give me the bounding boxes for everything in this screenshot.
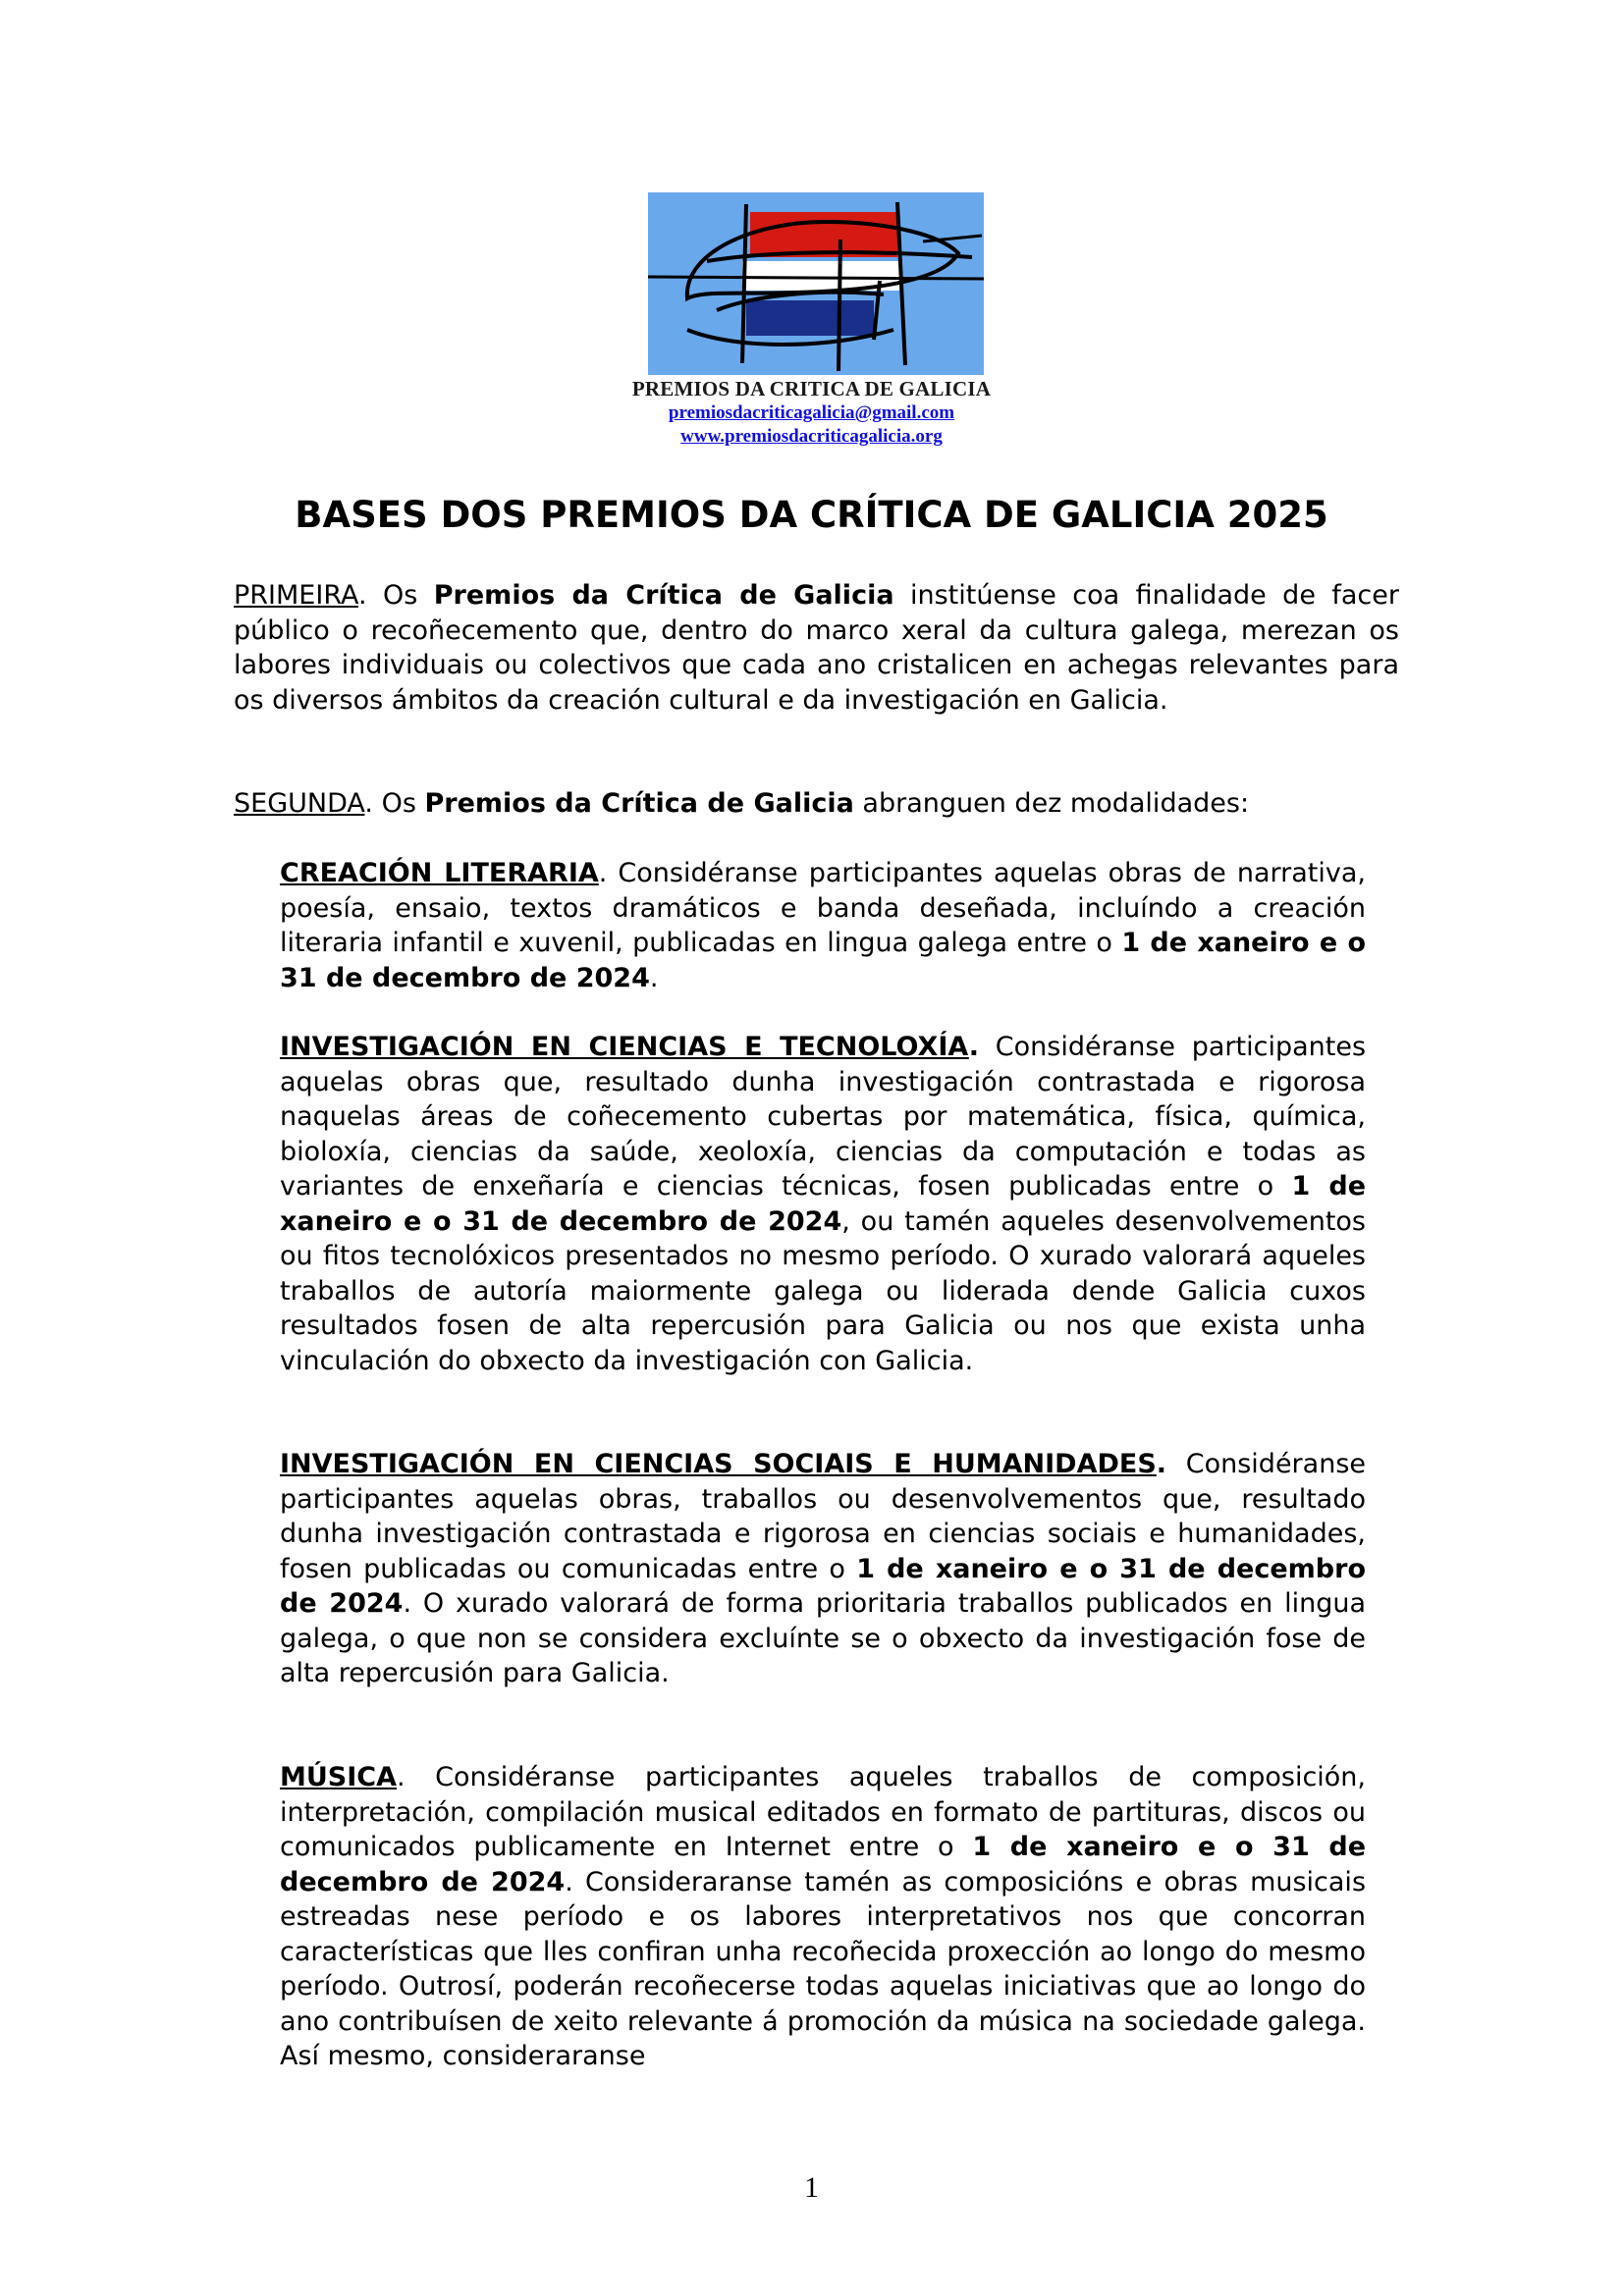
email-link[interactable]: premiosdacriticagalicia@gmail.com — [668, 402, 955, 423]
section-segunda — [234, 786, 1399, 822]
text-run: . Consideraranse tamén as composicións e obras musicais estreadas nese período e os labores interpretativos nos que concorran características que lles confiran unha recoñecida proxección ao longo do mesmo período. Outrosí, poderán recoñecerse todas aquelas iniciativas que ao longo do ano contribuísen de xeito relevante á promoción da música na sociedade galega. Así mesmo, consideraranse — [280, 1866, 1367, 2071]
text-run: . Considéranse participantes aquelas obras de narrativa, poesía, ensaio, textos dramáticos e banda deseñada, incluíndo a creación literaria infantil e xuvenil, publicadas en lingua galega entre o — [280, 858, 1366, 958]
modality-heading: MÚSICA — [280, 1762, 397, 1792]
text-run: . — [1156, 1449, 1167, 1479]
page-number: 1 — [804, 2171, 819, 2204]
section-label: SEGUNDA — [234, 788, 365, 819]
modality-musica — [280, 1760, 1366, 2074]
bold-text: 1 de xaneiro e o 31 de decembro de 2024 — [280, 1553, 1366, 1619]
modality-investigacion-sociais — [280, 1447, 1366, 1691]
modality-heading: INVESTIGACIÓN EN CIENCIAS SOCIAIS E HUMANIDADES — [280, 1449, 1157, 1479]
text-run: . — [649, 962, 659, 993]
modality-heading: CREACIÓN LITERARIA — [280, 858, 599, 888]
document-title: BASES DOS PREMIOS DA CRÍTICA DE GALICIA 2025 — [295, 494, 1328, 536]
bold-text: 1 de xaneiro e o 31 de decembro de 2024 — [280, 1171, 1367, 1237]
modality-investigacion-ciencias — [280, 1030, 1366, 1378]
bold-text: 1 de xaneiro e o 31 de decembro de 2024 — [280, 928, 1366, 993]
text-run: institúense coa finalidade de facer público o recoñecemento que, dentro do marco xeral da cultura galega, merezan os labores individuais ou colectivos que cada ano cristalicen en achegas relevantes para os diversos ámbitos da creación cultural e da investigación en Galicia. — [234, 580, 1399, 716]
text-run: , ou tamén aqueles desenvolvementos ou fitos tecnolóxicos presentados no mesmo período. O xurado valorará aqueles traballos de autoría maiormente galega ou liderada dende Galicia cuxos resultados fosen de alta repercusión para Galicia ou nos que exista unha vinculación do obxecto da investigación con Galicia. — [280, 1205, 1366, 1376]
bold-text: 1 de xaneiro e o 31 de decembro de 2024 — [280, 1832, 1367, 1897]
website-link[interactable]: www.premiosdacriticagalicia.org — [680, 426, 943, 447]
text-run: Considéranse participantes aquelas obras, traballos ou desenvolvementos que, resultado dunha investigación contrastada e rigorosa en ciencias sociais e humanidades, fosen publicadas ou comunicadas entre o — [280, 1449, 1366, 1584]
text-run: . Os — [357, 580, 434, 611]
text-run: abranguen dez modalidades: — [853, 788, 1250, 819]
section-label: PRIMEIRA — [234, 580, 358, 611]
premios-critica-logo-icon — [648, 192, 984, 375]
text-run: . O xurado valorará de forma prioritaria traballos publicados en lingua galega, o que non se considera excluínte se o obxecto da investigación fose de alta repercusión para Galicia. — [280, 1588, 1366, 1688]
text-run: Considéranse participantes aquelas obras que, resultado dunha investigación contrastada e rigorosa naquelas áreas de coñecemento cubertas por matemática, física, química, bioloxía, ciencias da saúde, xeoloxía, ciencias da computación e todas as variantes de enxeñaría e ciencias técnicas, fosen publicadas entre o — [280, 1032, 1367, 1201]
org-name: PREMIOS DA CRITICA DE GALICIA — [631, 377, 992, 400]
modality-heading: INVESTIGACIÓN EN CIENCIAS E TECNOLOXÍA — [280, 1032, 969, 1062]
text-run: . Os — [364, 788, 425, 819]
bold-text: Premios da Crítica de Galicia — [433, 580, 894, 611]
text-run: . — [968, 1032, 980, 1062]
bold-text: Premios da Crítica de Galicia — [424, 788, 854, 819]
text-run: . Considéranse participantes aqueles traballos de composición, interpretación, compilación musical editados en formato de partituras, discos ou comunicados publicamente en Internet entre o — [280, 1762, 1366, 1862]
section-primeira — [234, 578, 1399, 718]
modality-creacion-literaria — [280, 856, 1366, 995]
